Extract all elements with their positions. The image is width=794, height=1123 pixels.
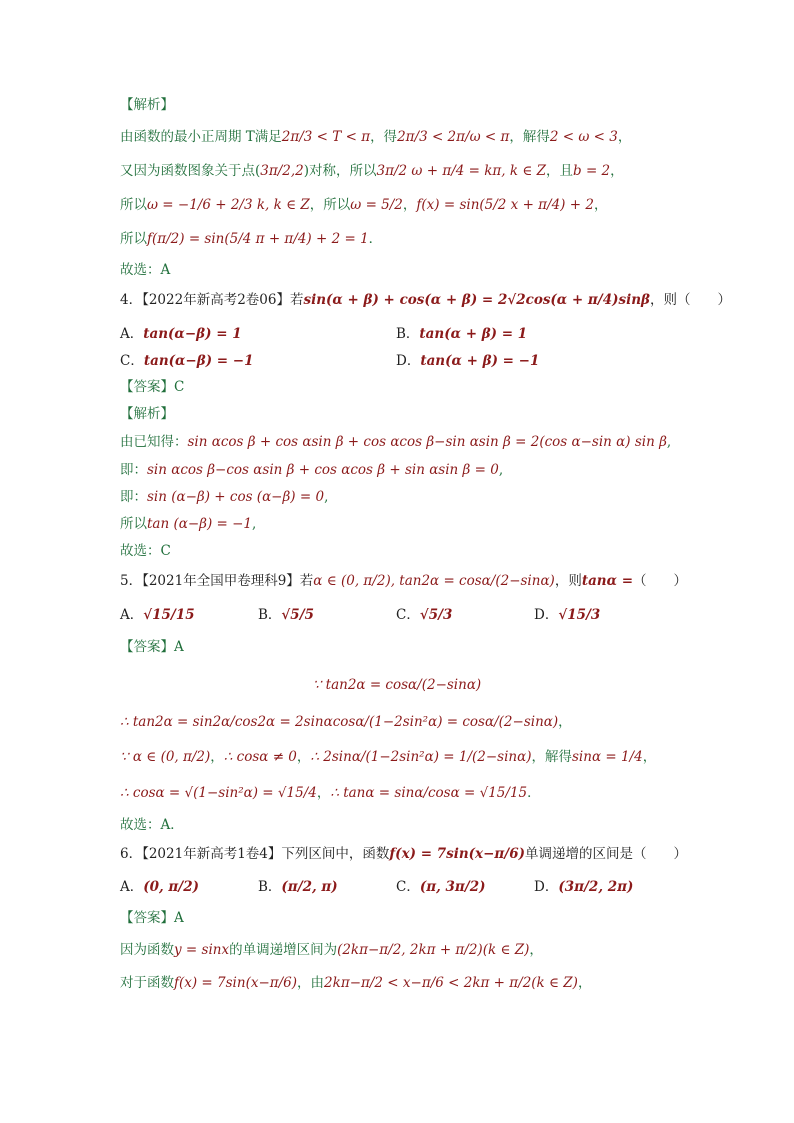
text-run: 【答案】A xyxy=(120,639,184,655)
option-q4_options-0 xyxy=(120,325,242,343)
text-run: 所以 xyxy=(120,516,147,532)
text-run: ，则（ ） xyxy=(650,292,732,308)
text-run: ， xyxy=(402,197,417,213)
text-run: ，则 xyxy=(554,573,582,589)
option-expr: tan(α + β) = −1 xyxy=(420,353,540,369)
text-line-l2 xyxy=(120,128,631,146)
option-q4_options-1 xyxy=(396,325,527,343)
text-line-l27 xyxy=(120,909,184,927)
text-line-l19 xyxy=(120,638,184,656)
option-label: B． xyxy=(258,879,282,895)
text-run: ，且 xyxy=(546,163,574,179)
option-expr: (3π/2, 2π) xyxy=(558,879,634,895)
option-q6_options-0 xyxy=(120,878,199,896)
option-expr: (π/2, π) xyxy=(281,879,338,895)
text-run: 故选：A． xyxy=(120,817,184,833)
text-run: ∴ tanα = sinα/cosα = √15/15 xyxy=(330,785,528,801)
text-run: ， xyxy=(296,749,311,765)
text-run: 由函数的最小正周期 T满足 xyxy=(120,129,282,145)
text-line-l23 xyxy=(120,784,541,802)
option-expr: (π, 3π/2) xyxy=(419,879,486,895)
text-run: 4．【2022年新高考2卷06】若 xyxy=(120,292,304,308)
text-run: , xyxy=(666,434,672,450)
text-line-l14 xyxy=(120,488,328,506)
option-label: D． xyxy=(396,353,421,369)
text-line-l28 xyxy=(120,941,543,959)
option-q6_options-1 xyxy=(258,878,338,896)
option-expr: √5/5 xyxy=(281,607,315,623)
text-run: ∴ tan2α = sin2α/cos2α = 2sinαcosα/(1−2sin²α) = cosα/(2−sinα) xyxy=(120,714,559,730)
option-expr: √15/15 xyxy=(143,607,195,623)
text-run: ∵ α ∈ (0, π/2) xyxy=(120,749,211,765)
option-q4_options-3 xyxy=(396,352,539,370)
text-run: 3π/2 ω + π/4 = kπ, k ∈ Z xyxy=(376,163,547,179)
text-run: ． xyxy=(527,785,541,801)
text-run: sin (α−β) + cos (α−β) = 0 xyxy=(147,489,325,505)
option-label: C． xyxy=(120,353,144,369)
text-run: , xyxy=(498,462,504,478)
text-run: 因为函数 xyxy=(120,942,174,958)
text-run: ，由 xyxy=(297,975,325,991)
option-label: B． xyxy=(258,607,282,623)
text-run: ∵ tan2α = cosα/(2−sinα) xyxy=(312,677,482,693)
text-run: ， xyxy=(529,942,543,958)
option-label: B． xyxy=(396,326,420,342)
text-run: ， xyxy=(577,975,592,991)
text-line-l3 xyxy=(120,162,624,180)
text-run: 即： xyxy=(120,462,147,478)
text-line-l22 xyxy=(120,748,656,766)
text-run: ∴ 2sinα/(1−2sin²α) = 1/(2−sinα) xyxy=(310,749,532,765)
text-run: ω = 5/2 xyxy=(350,197,403,213)
text-line-l15 xyxy=(120,515,256,533)
text-run: 故选：C xyxy=(120,543,171,559)
text-run: f(x) = sin(5/2 x + π/4) + 2 xyxy=(416,197,594,213)
text-run: 的单调递增区间为 xyxy=(229,942,338,958)
text-run: 又因为函数图象关于点( xyxy=(120,163,261,179)
text-run: ， xyxy=(316,785,331,801)
text-run: f(x) = 7sin(x−π/6) xyxy=(389,846,525,862)
option-q6_options-3 xyxy=(534,878,633,896)
text-run: ∴ cosα ≠ 0 xyxy=(223,749,297,765)
text-run: ， xyxy=(617,129,632,145)
option-q6_options-2 xyxy=(396,878,486,896)
text-run: 【答案】A xyxy=(120,910,184,926)
text-run: 【解析】 xyxy=(120,406,174,422)
text-run: ∴ cosα = √(1−sin²α) = √15/4 xyxy=(120,785,317,801)
text-run: 2π/3 < T < π xyxy=(281,129,371,145)
text-run: b = 2 xyxy=(573,163,611,179)
text-line-l13 xyxy=(120,461,503,479)
text-run: 6．【2021年新高考1卷4】下列区间中，函数 xyxy=(120,846,390,862)
option-q5_options-1 xyxy=(258,606,314,624)
text-run: sinα = 1/4 xyxy=(572,749,643,765)
text-run: ， xyxy=(610,163,624,179)
text-line-l17 xyxy=(120,572,687,590)
text-run: 5．【2021年全国甲卷理科9】若 xyxy=(120,573,314,589)
text-run: 2kπ−π/2 < x−π/6 < 2kπ + π/2(k ∈ Z) xyxy=(324,975,578,991)
option-label: A． xyxy=(120,879,144,895)
text-run: 2 < ω < 3 xyxy=(549,129,618,145)
text-line-l4 xyxy=(120,196,607,214)
text-run: 即： xyxy=(120,489,147,505)
text-run: 【答案】C xyxy=(120,379,185,395)
text-run: ，解得 xyxy=(509,129,550,145)
option-label: D． xyxy=(534,879,559,895)
text-line-l5 xyxy=(120,230,382,248)
text-run: sin αcos β + cos αsin β + cos αcos β−sin αsin β = 2(cos α−sin α) sin β xyxy=(187,434,667,450)
text-line-l11 xyxy=(120,405,174,423)
text-line-l25 xyxy=(120,845,687,863)
text-run: 由已知得： xyxy=(120,434,188,450)
text-line-l10 xyxy=(120,378,184,396)
option-q5_options-2 xyxy=(396,606,452,624)
text-run: , xyxy=(324,489,329,505)
text-run: y = sinx xyxy=(174,942,230,958)
text-run: 【解析】 xyxy=(120,97,174,113)
text-run: ，所以 xyxy=(309,197,351,213)
text-run: ， xyxy=(642,749,657,765)
option-expr: √15/3 xyxy=(558,607,601,623)
text-line-l21 xyxy=(120,713,572,731)
text-line-l12 xyxy=(120,433,671,451)
text-line-l16 xyxy=(120,542,171,560)
text-run: 所以 xyxy=(120,231,147,247)
text-line-l1 xyxy=(120,96,174,114)
text-run: ， xyxy=(210,749,224,765)
option-label: C． xyxy=(396,607,420,623)
text-run: tanα = xyxy=(581,573,634,589)
text-run: ，得 xyxy=(370,129,398,145)
text-run: 所以 xyxy=(120,197,147,213)
text-run: 3π/2,2 xyxy=(260,163,304,179)
text-line-l7 xyxy=(120,291,731,309)
option-label: C． xyxy=(396,879,420,895)
text-run: ， xyxy=(593,197,608,213)
text-run: )对称，所以 xyxy=(303,163,377,179)
option-q4_options-2 xyxy=(120,352,254,370)
text-line-l24 xyxy=(120,816,184,834)
text-run: , xyxy=(252,516,257,532)
text-line-l20 xyxy=(0,676,794,694)
text-line-l6 xyxy=(120,261,170,279)
text-run: sin αcos β−cos αsin β + cos αcos β + sin αsin β = 0 xyxy=(147,462,499,478)
text-run: f(x) = 7sin(x−π/6) xyxy=(174,975,298,991)
option-label: A． xyxy=(120,607,144,623)
text-run: （ ） xyxy=(633,573,688,589)
text-run: (2kπ−π/2, 2kπ + π/2)(k ∈ Z) xyxy=(337,942,530,958)
option-q5_options-3 xyxy=(534,606,600,624)
text-run: tan (α−β) = −1 xyxy=(147,516,253,532)
text-run: f(π/2) = sin(5/4 π + π/4) + 2 = 1 xyxy=(147,231,369,247)
text-run: 单调递增的区间是（ ） xyxy=(525,846,687,862)
option-q5_options-0 xyxy=(120,606,195,624)
text-run: sin(α + β) + cos(α + β) = 2√2cos(α + π/4)sinβ xyxy=(303,292,651,308)
option-label: A． xyxy=(120,326,144,342)
text-run: 2π/3 < 2π/ω < π xyxy=(397,129,510,145)
text-line-l29 xyxy=(120,974,591,992)
option-expr: tan(α + β) = 1 xyxy=(419,326,528,342)
option-expr: (0, π/2) xyxy=(143,879,200,895)
text-run: ， xyxy=(558,714,572,730)
text-run: 对于函数 xyxy=(120,975,174,991)
option-expr: tan(α−β) = 1 xyxy=(143,326,242,342)
text-run: α ∈ (0, π/2), tan2α = cosα/(2−sinα) xyxy=(313,573,555,589)
text-run: ． xyxy=(368,231,383,247)
option-expr: tan(α−β) = −1 xyxy=(143,353,254,369)
text-run: ω = −1/6 + 2/3 k, k ∈ Z xyxy=(147,197,310,213)
option-expr: √5/3 xyxy=(419,607,453,623)
text-run: ，解得 xyxy=(531,749,572,765)
text-run: 故选：A xyxy=(120,262,171,278)
option-label: D． xyxy=(534,607,559,623)
